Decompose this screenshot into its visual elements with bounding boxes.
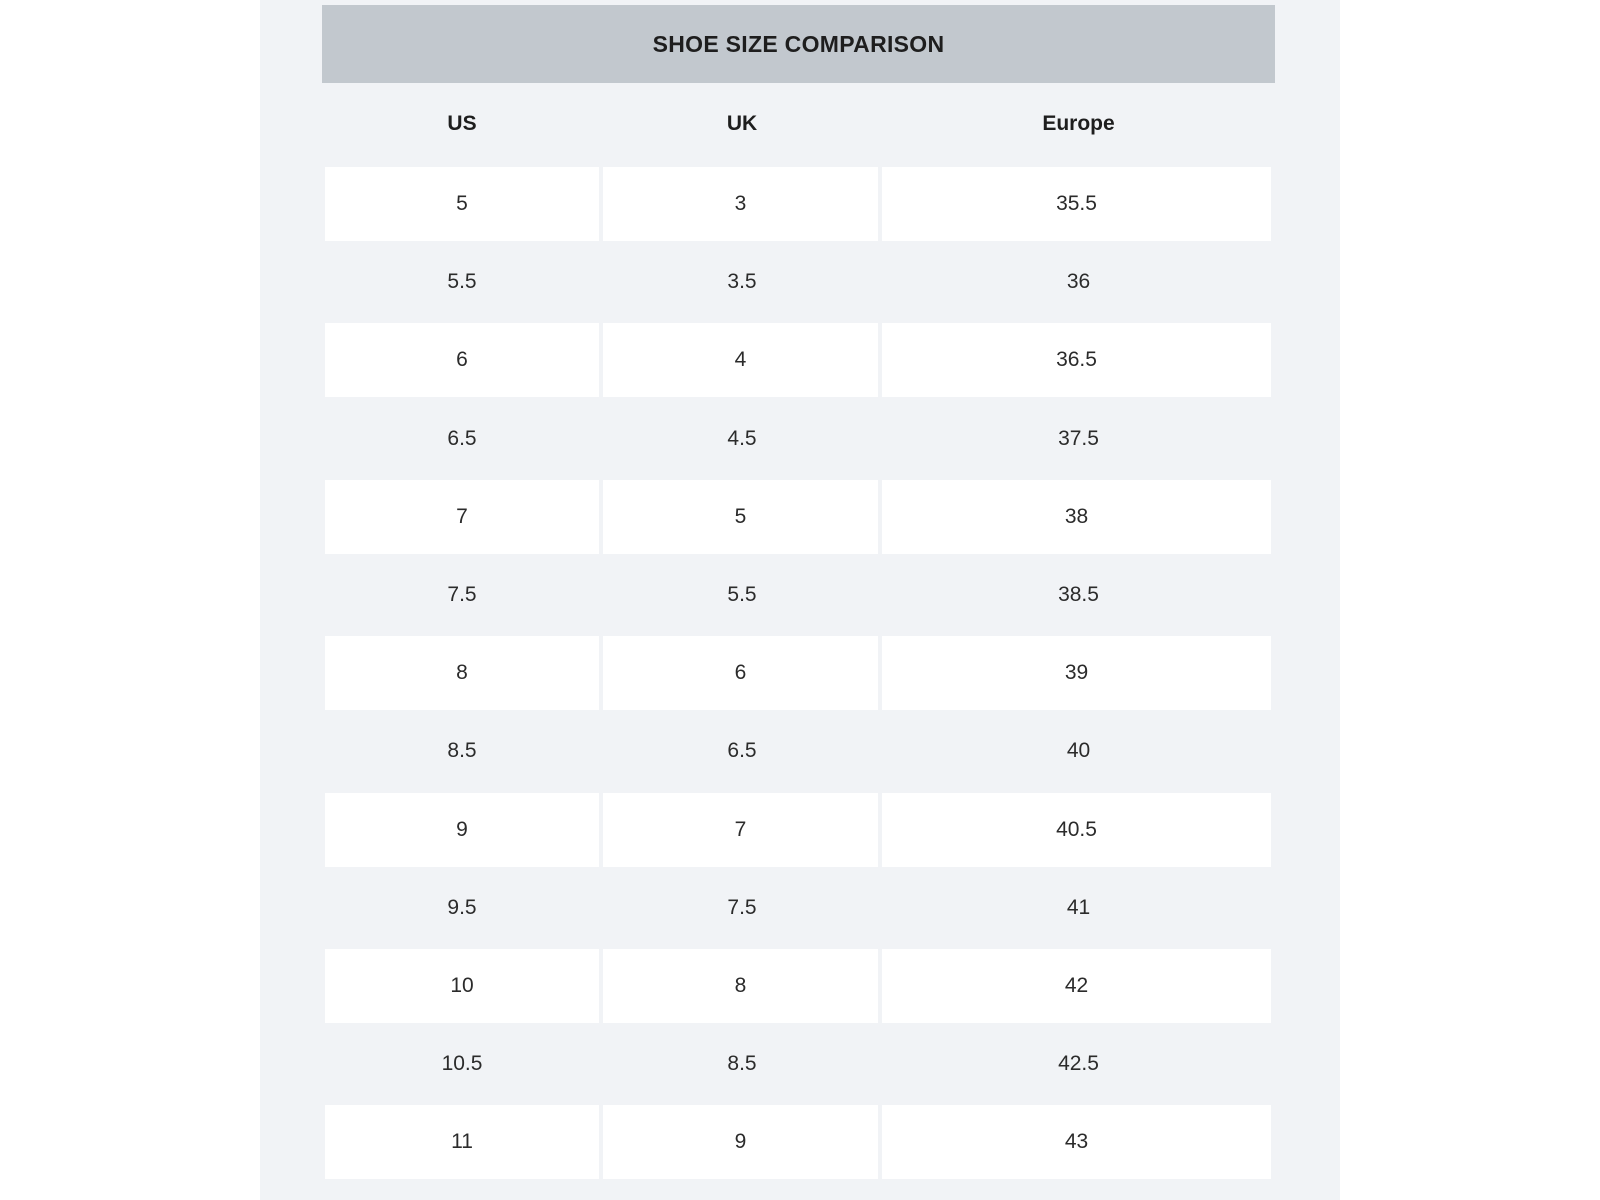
cell-europe: 41: [1066, 895, 1091, 919]
cell-europe: 42: [882, 949, 1271, 1023]
table-row: [322, 1025, 1275, 1103]
cell-uk: 4.5: [727, 426, 757, 450]
cell-us: 6: [325, 323, 599, 397]
size-chart-panel: [260, 0, 1340, 1200]
cell-uk: 6: [603, 636, 878, 710]
cell-us: 11: [325, 1105, 599, 1179]
table-row: [322, 400, 1275, 478]
table-row: [322, 869, 1275, 947]
cell-europe: 35.5: [882, 167, 1271, 241]
cell-uk: 5: [603, 480, 878, 554]
cell-uk: 6.5: [727, 739, 757, 763]
table-row: [322, 478, 1275, 556]
cell-us: 5.5: [447, 270, 477, 294]
table-body: [322, 165, 1275, 1181]
cell-us: 7.5: [447, 583, 477, 607]
cell-uk: 3: [603, 167, 878, 241]
cell-us: 8: [325, 636, 599, 710]
cell-uk: 3.5: [727, 270, 757, 294]
table-title: SHOE SIZE COMPARISON: [322, 5, 1275, 83]
cell-europe: 39: [882, 636, 1271, 710]
cell-us: 7: [325, 480, 599, 554]
table-row: [322, 321, 1275, 399]
table-header-row: [322, 83, 1275, 165]
cell-us: 9: [325, 793, 599, 867]
table-row: [322, 243, 1275, 321]
cell-europe: 43: [882, 1105, 1271, 1179]
header-uk: UK: [726, 112, 758, 135]
cell-europe: 40: [1066, 739, 1091, 763]
cell-uk: 9: [603, 1105, 878, 1179]
shoe-size-table: [322, 5, 1275, 1181]
cell-us: 8.5: [447, 739, 477, 763]
cell-europe: 40.5: [882, 793, 1271, 867]
cell-uk: 4: [603, 323, 878, 397]
table-row: [322, 634, 1275, 712]
table-row: [322, 947, 1275, 1025]
cell-uk: 8.5: [727, 1052, 757, 1076]
table-row: [322, 1103, 1275, 1181]
table-row: [322, 712, 1275, 790]
cell-europe: 36.5: [882, 323, 1271, 397]
table-row: [322, 165, 1275, 243]
cell-europe: 37.5: [1058, 426, 1099, 450]
cell-us: 10: [325, 949, 599, 1023]
header-europe: Europe: [1042, 112, 1115, 135]
cell-uk: 8: [603, 949, 878, 1023]
header-us: US: [447, 112, 477, 135]
cell-uk: 7: [603, 793, 878, 867]
cell-europe: 38.5: [1058, 583, 1099, 607]
cell-uk: 7.5: [727, 895, 757, 919]
table-row: [322, 556, 1275, 634]
cell-europe: 42.5: [1058, 1052, 1099, 1076]
cell-us: 9.5: [447, 895, 477, 919]
table-row: [322, 791, 1275, 869]
cell-europe: 36: [1066, 270, 1091, 294]
cell-europe: 38: [882, 480, 1271, 554]
cell-us: 5: [325, 167, 599, 241]
cell-us: 6.5: [447, 426, 477, 450]
cell-us: 10.5: [441, 1052, 483, 1076]
cell-uk: 5.5: [727, 583, 757, 607]
